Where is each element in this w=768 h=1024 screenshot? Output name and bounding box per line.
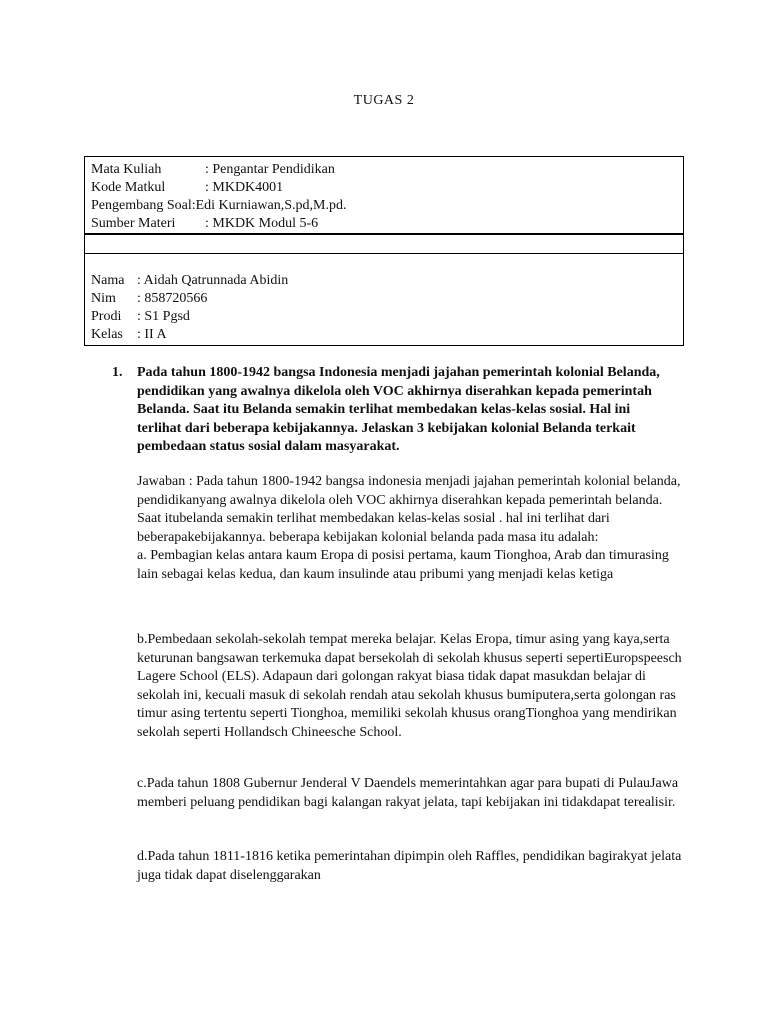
student-info-label: Nim [91, 291, 116, 306]
course-info-value: : MKDK Modul 5-6 [205, 216, 319, 231]
student-info-value: : Aidah Qatrunnada Abidin [137, 273, 289, 288]
answer-point-b: b.Pembedaan sekolah-sekolah tempat mereka belajar. Kelas Eropa, timur asing yang kaya,serta keturunan bangsawan terkemuka dapat bersekolah di sekolah khusus seperti sepertiEuropspeesch Lagere School (ELS). Adapaun dari golongan rakyat biasa tidak dapat masukdan belajar di sekolah ini, kecuali masuk di sekolah rendah atau sekolah khusus bumiputera,serta golongan ras timur asing tertentu seperti Tionghoa, memiliki sekolah khusus orangTionghoa yang mendirikan sekolah seperti Hollandsch Chineesche School. [137, 632, 682, 740]
course-info-label: Pengembang Soal [91, 198, 192, 213]
answer-intro: Jawaban : Pada tahun 1800-1942 bangsa indonesia menjadi jajahan pemerintah kolonial belanda, pendidikanyang awalnya dikelola oleh VOC akhirnya diserahkan kepada pemerintah belanda. Saat itubelanda semakin terlihat membedakan kelas-kelas sosial . hal ini terlihat dari beberapakebijakannya. beberapa kebijakan kolonial belanda pada masa itu adalah: [137, 474, 681, 545]
question-number: 1. [112, 365, 123, 380]
answer-point-d: d.Pada tahun 1811-1816 ketika pemerintahan dipimpin oleh Raffles, pendidikan bagirakyat jelata juga tidak dapat diselenggarakan [137, 849, 682, 883]
answer-point-c: c.Pada tahun 1808 Gubernur Jenderal V Daendels memerintahkan agar para bupati di PulauJawa memberi peluang pendidikan bagi kalangan rakyat jelata, tapi kebijakan ini tidakdapat terealisir. [137, 776, 679, 810]
student-info-value: : II A [137, 327, 167, 342]
student-info-label: Kelas [91, 327, 123, 342]
student-info-label: Nama [91, 273, 125, 288]
course-info-row [91, 161, 683, 179]
course-info-row [91, 215, 683, 233]
course-info-box [84, 156, 684, 234]
course-info-value: : MKDK4001 [205, 180, 284, 195]
empty-separator-box [84, 234, 684, 254]
answer-block [137, 848, 682, 885]
student-info-value: : S1 Pgsd [137, 309, 190, 324]
student-info-row [91, 272, 683, 290]
answer-block [137, 473, 682, 584]
document-title: TUGAS 2 [353, 93, 415, 108]
course-info-value: :Edi Kurniawan,S.pd,M.pd. [191, 198, 347, 213]
student-info-box [84, 253, 684, 346]
answer-point-a: a. Pembagian kelas antara kaum Eropa di posisi pertama, kaum Tionghoa, Arab dan timurasing lain sebagai kelas kedua, dan kaum insulinde atau pribumi yang menjadi kelas ketiga [137, 548, 669, 582]
course-info-row [91, 197, 683, 215]
student-info-label: Prodi [91, 309, 122, 324]
answer-block [137, 631, 682, 742]
student-info-row [91, 326, 683, 344]
question-item [112, 364, 672, 457]
course-info-label: Kode Matkul [91, 180, 166, 195]
course-info-value: : Pengantar Pendidikan [205, 162, 335, 177]
answer-block [137, 775, 682, 812]
student-info-value: : 858720566 [137, 291, 208, 306]
student-info-row [91, 290, 683, 308]
course-info-label: Sumber Materi [91, 216, 176, 231]
question-text: Pada tahun 1800-1942 bangsa Indonesia menjadi jajahan pemerintah kolonial Belanda, pendidikan yang awalnya dikelola oleh VOC akhirnya diserahkan kepada pemerintah Belanda. Saat itu Belanda semakin terlihat membedakan kelas-kelas sosial. Hal ini terlihat dari beberapa kebijakannya. Jelaskan 3 kebijakan kolonial Belanda terkait pembedaan status sosial dalam masyarakat. [137, 365, 660, 454]
student-info-row [91, 308, 683, 326]
course-info-label: Mata Kuliah [91, 162, 162, 177]
course-info-row [91, 179, 683, 197]
